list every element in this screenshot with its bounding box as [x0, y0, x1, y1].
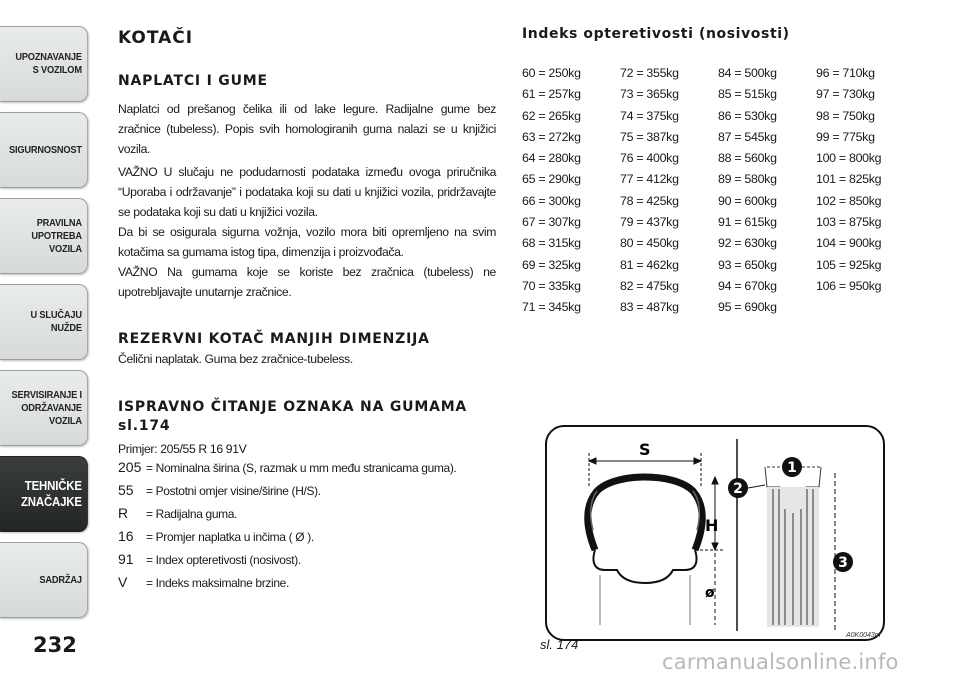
load-index-column — [620, 66, 718, 322]
spare-heading: REZERVNI KOTAČ MANJIH DIMENZIJA — [118, 331, 430, 347]
code-key: 205 — [118, 459, 142, 475]
tab-label-line: SERVISIRANJE I — [11, 388, 82, 401]
section-title: KOTAČI — [118, 28, 194, 48]
sidebar-tab-intro[interactable] — [0, 26, 88, 102]
load-index-entry: 60 = 250kg — [522, 66, 581, 80]
code-key: R — [118, 505, 129, 521]
load-index-entry: 90 = 600kg — [718, 193, 777, 208]
rims-paragraph: Da bi se osigurala sigurna vožnja, vozilo mora biti opremljeno na svim kotačima sa gumama istog tipa, dimenzija i proizvođača. — [118, 225, 496, 259]
load-index-entry: 84 = 500kg — [718, 66, 777, 80]
load-index-entry: 80 = 450kg — [620, 236, 679, 251]
tab-label-line: VOZILA — [49, 242, 82, 255]
load-index-entry: 67 = 307kg — [522, 215, 581, 230]
code-definition — [118, 551, 496, 574]
load-index-entry: 104 = 900kg — [816, 236, 882, 251]
load-index-entry: 106 = 950kg — [816, 278, 882, 293]
load-index-entry: 95 = 690kg — [718, 300, 777, 315]
load-index-entry: 92 = 630kg — [718, 236, 777, 251]
callout-1 — [782, 457, 802, 477]
height-label: H — [705, 516, 719, 535]
page-number: 232 — [33, 633, 77, 657]
load-index-entry: 97 = 730kg — [816, 87, 875, 102]
load-index-entry: 103 = 875kg — [816, 215, 882, 230]
watermark-text: carmanualsonline.info — [662, 650, 899, 674]
reading-section — [118, 398, 496, 597]
tab-label-line: UPOTREBA — [31, 229, 82, 242]
tab-label-line: UPOZNAVANJE — [15, 51, 82, 63]
code-definition-list — [118, 459, 496, 597]
load-index-column — [522, 66, 620, 322]
load-index-entry: 82 = 475kg — [620, 278, 679, 293]
tab-label-line: S VOZILOM — [32, 64, 82, 76]
code-definition — [118, 459, 496, 482]
tire-cross-section-figure — [545, 425, 885, 641]
code-definition — [118, 482, 496, 505]
callout-2-number: 2 — [733, 481, 743, 497]
code-key: V — [118, 574, 128, 590]
load-index-entry: 102 = 850kg — [816, 193, 882, 208]
tab-label-line: ODRŽAVANJE — [21, 401, 82, 414]
load-index-entry: 105 = 925kg — [816, 257, 882, 272]
load-index-entry: 81 = 462kg — [620, 257, 679, 272]
load-index-entry: 79 = 437kg — [620, 215, 679, 230]
load-index-entry: 71 = 345kg — [522, 300, 581, 315]
sidebar-tab-usage[interactable] — [0, 198, 88, 274]
load-index-entry: 68 = 315kg — [522, 236, 581, 251]
load-index-entry: 98 = 750kg — [816, 108, 875, 123]
figure-code: A0K0043m — [846, 632, 881, 639]
load-index-entry: 74 = 375kg — [620, 108, 679, 123]
sidebar-tab-emergency[interactable] — [0, 284, 88, 360]
sidebar-tab-safety[interactable] — [0, 112, 88, 188]
spare-text: Čelični naplatak. Guma bez zračnice-tubeless. — [118, 352, 353, 366]
load-index-entry: 86 = 530kg — [718, 108, 777, 123]
load-index-entry: 62 = 265kg — [522, 108, 581, 123]
load-index-entry: 96 = 710kg — [816, 66, 875, 80]
code-value: = Radijalna guma. — [146, 507, 238, 521]
load-index-entry: 65 = 290kg — [522, 172, 581, 187]
code-value: = Nominalna širina (S, razmak u mm među stranicama guma). — [146, 461, 457, 475]
load-index-column — [816, 66, 914, 322]
code-value: = Indeks maksimalne brzine. — [146, 576, 289, 590]
load-index-entry: 94 = 670kg — [718, 278, 777, 293]
reading-heading-line1: ISPRAVNO ČITANJE OZNAKA NA GUMAMA — [118, 399, 468, 415]
callout-3-number: 3 — [838, 555, 848, 571]
sidebar-tab-contents[interactable] — [0, 542, 88, 618]
reading-example: Primjer: 205/55 R 16 91V — [118, 442, 247, 456]
load-index-entry: 76 = 400kg — [620, 151, 679, 166]
rims-paragraph: VAŽNO U slučaju ne podudarnosti podataka između ovoga priručnika “Uporaba i održavanje” i podataka koji su dati u knjižici vozila, pridržavajte se podataka koji su dati u knjižici vozila. — [118, 165, 496, 219]
code-key: 91 — [118, 551, 134, 567]
code-definition — [118, 505, 496, 528]
load-index-entry: 69 = 325kg — [522, 257, 581, 272]
rims-heading: NAPLATCI I GUME — [118, 73, 268, 89]
code-key: 16 — [118, 528, 134, 544]
code-value: = Promjer naplatka u inčima ( Ø ). — [146, 530, 314, 544]
tab-label-line: VOZILA — [49, 414, 82, 427]
callout-3 — [833, 552, 853, 572]
load-index-entry: 93 = 650kg — [718, 257, 777, 272]
rims-paragraph: Naplatci od prešanog čelika ili od lake legure. Radijalne gume bez zračnice (tubeless). Popis svih homologiranih guma nalazi se u knjižici vozila. — [118, 102, 496, 156]
code-key: 55 — [118, 482, 134, 498]
reading-heading — [118, 398, 496, 436]
load-index-entry: 75 = 387kg — [620, 129, 679, 144]
tab-label-line: ZNAČAJKE — [20, 494, 82, 509]
tab-label-line: PRAVILNA — [36, 216, 82, 229]
width-label: S — [639, 440, 651, 459]
load-index-entry: 72 = 355kg — [620, 66, 679, 80]
load-index-entry: 88 = 560kg — [718, 151, 777, 166]
reading-heading-line2: sl.174 — [118, 418, 171, 434]
load-index-entry: 61 = 257kg — [522, 87, 581, 102]
load-index-entry: 73 = 365kg — [620, 87, 679, 102]
tab-label-line: SADRŽAJ — [39, 573, 82, 586]
load-index-entry: 83 = 487kg — [620, 300, 679, 315]
load-index-entry: 99 = 775kg — [816, 129, 875, 144]
load-index-column — [718, 66, 816, 322]
load-index-entry: 63 = 272kg — [522, 129, 581, 144]
code-definition — [118, 528, 496, 551]
code-definition — [118, 574, 496, 597]
load-index-entry: 89 = 580kg — [718, 172, 777, 187]
load-index-entry: 100 = 800kg — [816, 151, 882, 166]
load-index-entry: 78 = 425kg — [620, 193, 679, 208]
load-index-entry: 101 = 825kg — [816, 172, 882, 187]
tab-label-line: U SLUČAJU — [30, 309, 82, 321]
load-index-entry: 77 = 412kg — [620, 172, 679, 187]
load-index-table — [522, 66, 914, 322]
load-index-entry: 87 = 545kg — [718, 129, 777, 144]
diameter-label: ø — [705, 585, 715, 601]
tab-label-line: SIGURNOSNOST — [8, 143, 82, 156]
code-value: = Postotni omjer visine/širine (H/S). — [146, 484, 321, 498]
tab-label-line: TEHNIČKE — [24, 478, 82, 493]
load-index-entry: 66 = 300kg — [522, 193, 581, 208]
load-index-entry: 70 = 335kg — [522, 278, 581, 293]
callout-1-number: 1 — [787, 460, 797, 476]
load-index-entry: 91 = 615kg — [718, 215, 777, 230]
load-index-title: Indeks opteretivosti (nosivosti) — [522, 26, 790, 42]
code-value: = Index opteretivosti (nosivost). — [146, 553, 301, 567]
tab-label-line: NUŽDE — [50, 322, 82, 334]
figure-caption: sl. 174 — [540, 637, 579, 652]
spare-section — [118, 330, 496, 369]
load-index-entry: 85 = 515kg — [718, 87, 777, 102]
sidebar-tab-maintenance[interactable] — [0, 370, 88, 446]
rims-paragraph: VAŽNO Na gumama koje se koriste bez zračnica (tubeless) ne upotrebljavajte unutarnje zračnice. — [118, 265, 496, 299]
sidebar-tab-technical[interactable] — [0, 456, 88, 532]
load-index-entry: 64 = 280kg — [522, 151, 581, 166]
rims-section — [118, 72, 496, 302]
tire-diagram — [545, 425, 885, 641]
